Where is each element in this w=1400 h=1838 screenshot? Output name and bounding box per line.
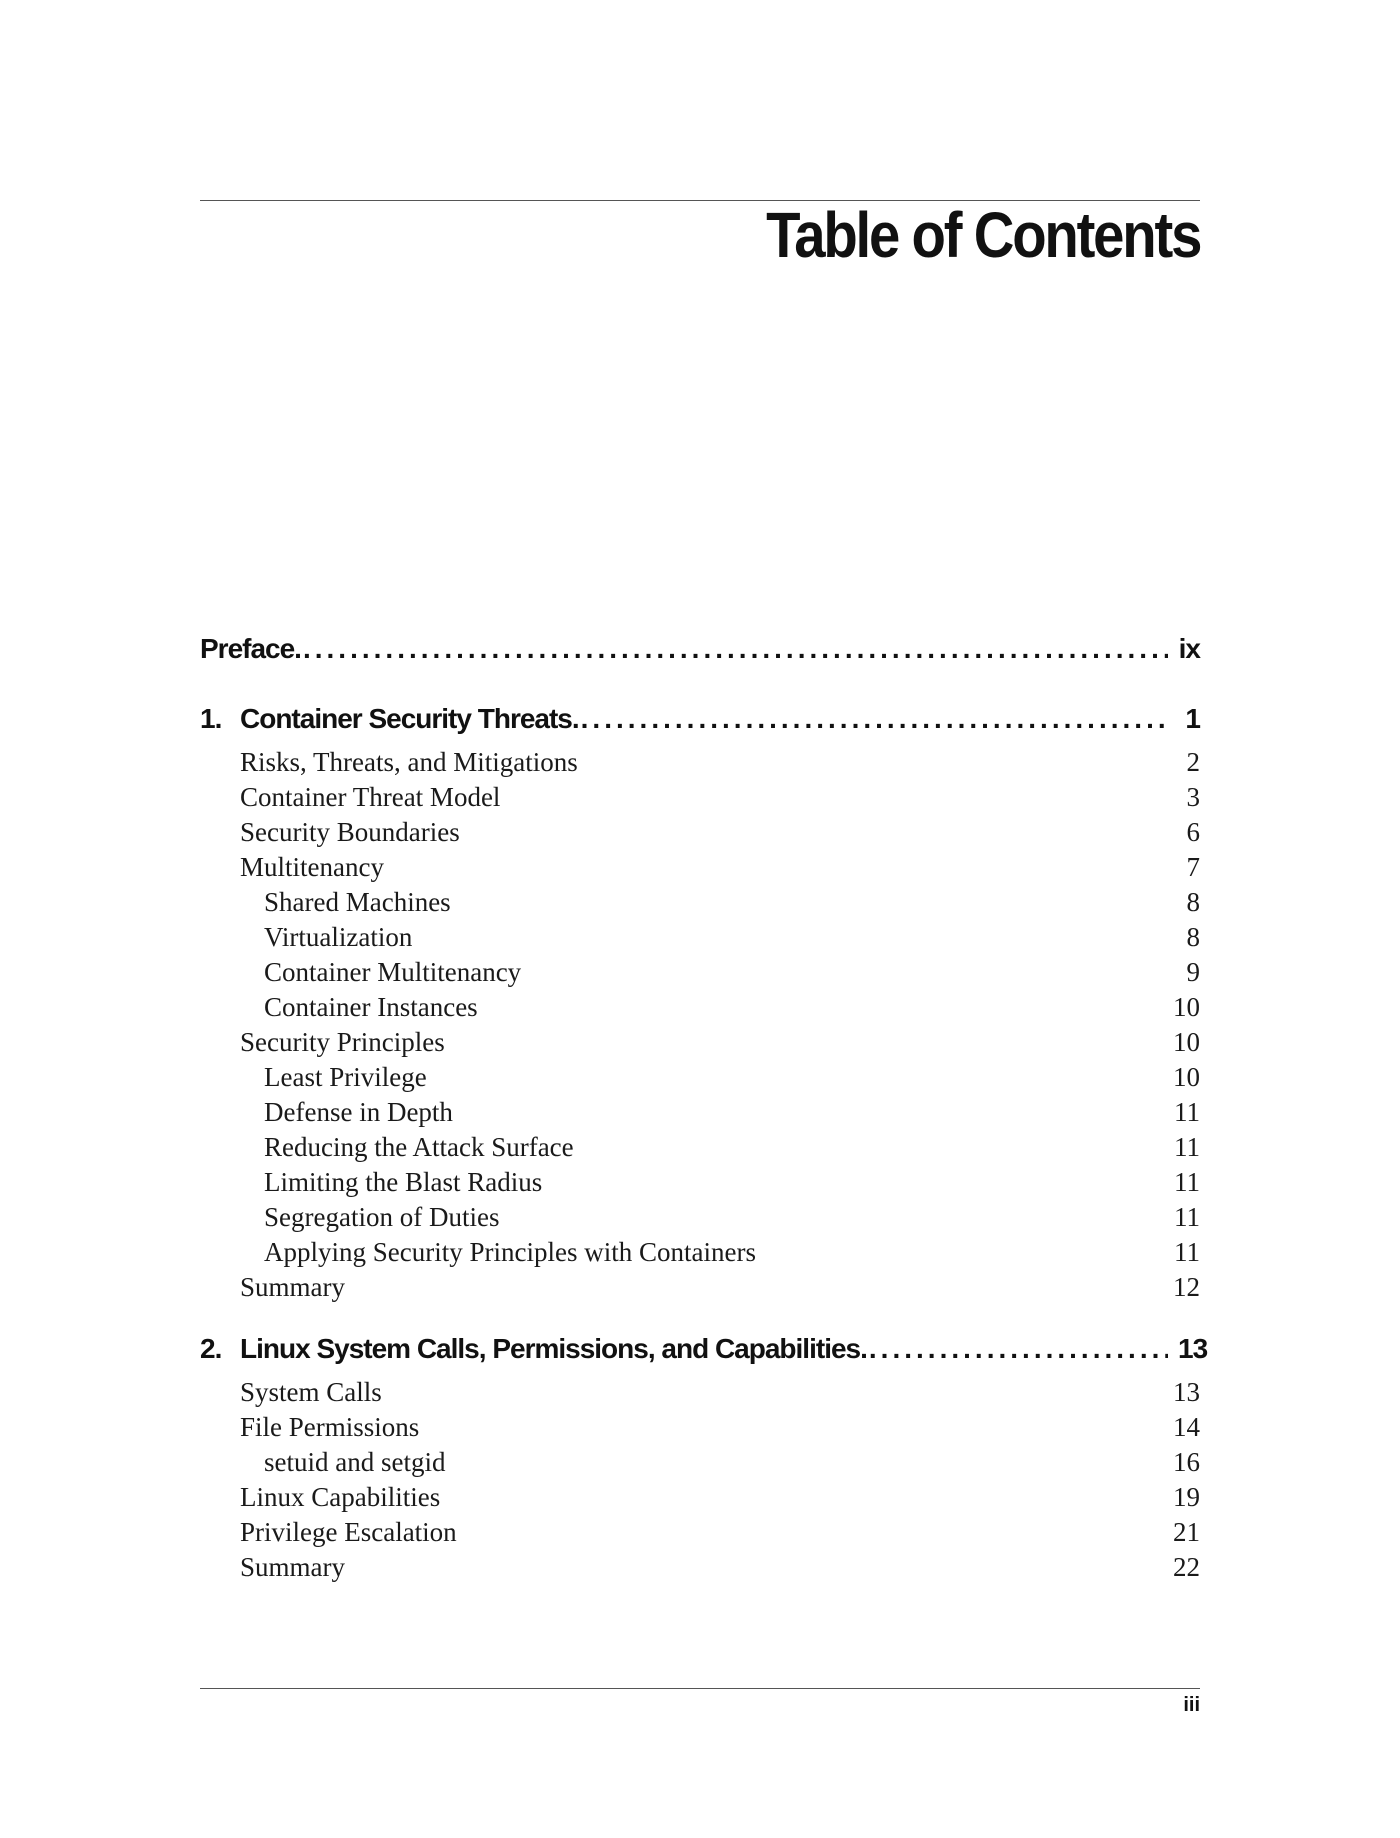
subsection-label: setuid and setgid — [264, 1447, 446, 1477]
toc-subsection[interactable] — [200, 1237, 1200, 1272]
section-label: Security Principles — [240, 1027, 445, 1057]
bottom-rule — [200, 1688, 1200, 1689]
subsection-label: Shared Machines — [264, 887, 451, 917]
toc-subsection[interactable] — [200, 887, 1200, 922]
subsection-label: Limiting the Blast Radius — [264, 1167, 543, 1197]
section-page: 6 — [1186, 817, 1200, 847]
toc-entry-label: Preface. — [200, 633, 301, 664]
toc-subsection[interactable] — [200, 1097, 1200, 1132]
toc-section[interactable] — [200, 817, 1200, 852]
toc-entry-page: ix — [1178, 633, 1200, 664]
toc-chapter-2[interactable] — [200, 1333, 1208, 1377]
section-label: Privilege Escalation — [240, 1517, 457, 1547]
section-page: 10 — [1173, 1027, 1200, 1057]
page-number: iii — [1183, 1694, 1200, 1716]
toc-subsection[interactable] — [200, 1132, 1200, 1167]
toc-section[interactable] — [200, 747, 1200, 782]
subsection-label: Segregation of Duties — [264, 1202, 500, 1232]
toc-section[interactable] — [200, 1272, 1200, 1307]
dot-leader — [581, 703, 1168, 735]
toc-section[interactable] — [200, 1552, 1200, 1587]
page-title: Table of Contents — [765, 199, 1200, 271]
subsection-label: Defense in Depth — [264, 1097, 453, 1127]
toc-subsection[interactable] — [200, 922, 1200, 957]
dot-leader — [869, 1333, 1168, 1365]
subsection-label: Least Privilege — [264, 1062, 427, 1092]
section-label: Summary — [240, 1272, 345, 1302]
subsection-label: Container Multitenancy — [264, 957, 522, 987]
section-label: Multitenancy — [240, 852, 384, 882]
subsection-page: 11 — [1174, 1202, 1200, 1232]
section-label: Security Boundaries — [240, 817, 460, 847]
toc-subsection[interactable] — [200, 1167, 1200, 1202]
section-label: Linux Capabilities — [240, 1482, 441, 1512]
toc-section[interactable] — [200, 1027, 1200, 1062]
toc-section[interactable] — [200, 852, 1200, 887]
toc-subsection[interactable] — [200, 992, 1200, 1027]
toc-section[interactable] — [200, 1517, 1200, 1552]
section-page: 21 — [1173, 1517, 1200, 1547]
section-label: System Calls — [240, 1377, 382, 1407]
toc-list — [200, 633, 1208, 1587]
toc-subsection[interactable] — [200, 1447, 1200, 1482]
toc-subsection[interactable] — [200, 957, 1200, 992]
subsection-page: 16 — [1173, 1447, 1200, 1477]
toc-section[interactable] — [200, 782, 1200, 817]
chapter-title: Linux System Calls, Permissions, and Capabilities. — [240, 1333, 867, 1364]
chapter-number: 2. — [200, 1333, 222, 1364]
section-label: File Permissions — [240, 1412, 420, 1442]
subsection-label: Applying Security Principles with Containers — [264, 1237, 756, 1267]
subsection-label: Reducing the Attack Surface — [264, 1132, 574, 1162]
section-page: 7 — [1186, 852, 1200, 882]
section-page: 14 — [1173, 1412, 1200, 1442]
section-page: 3 — [1186, 782, 1200, 812]
subsection-page: 9 — [1186, 957, 1200, 987]
section-page: 13 — [1173, 1377, 1200, 1407]
chapter-page: 1 — [1185, 703, 1200, 734]
toc-section[interactable] — [200, 1377, 1200, 1412]
chapter-title: Container Security Threats. — [240, 703, 579, 734]
section-page: 19 — [1173, 1482, 1200, 1512]
section-label: Risks, Threats, and Mitigations — [240, 747, 578, 777]
subsection-page: 11 — [1174, 1132, 1200, 1162]
toc-entry-preface[interactable] — [200, 633, 1200, 677]
subsection-page: 8 — [1186, 887, 1200, 917]
toc-section[interactable] — [200, 1412, 1200, 1447]
toc-chapter-1[interactable] — [200, 703, 1200, 747]
chapter-page: 13 — [1178, 1333, 1208, 1364]
subsection-page: 8 — [1186, 922, 1200, 952]
subsection-page: 10 — [1173, 1062, 1200, 1092]
toc-section[interactable] — [200, 1482, 1200, 1517]
section-label: Container Threat Model — [240, 782, 501, 812]
toc-subsection[interactable] — [200, 1062, 1200, 1097]
dot-leader — [303, 633, 1168, 665]
section-page: 2 — [1186, 747, 1200, 777]
subsection-page: 10 — [1173, 992, 1200, 1022]
subsection-page: 11 — [1174, 1167, 1200, 1197]
section-page: 12 — [1173, 1272, 1200, 1302]
subsection-label: Virtualization — [264, 922, 413, 952]
chapter-number: 1. — [200, 703, 222, 734]
subsection-page: 11 — [1174, 1097, 1200, 1127]
toc-subsection[interactable] — [200, 1202, 1200, 1237]
section-page: 22 — [1173, 1552, 1200, 1582]
subsection-label: Container Instances — [264, 992, 478, 1022]
subsection-page: 11 — [1174, 1237, 1200, 1267]
section-label: Summary — [240, 1552, 345, 1582]
